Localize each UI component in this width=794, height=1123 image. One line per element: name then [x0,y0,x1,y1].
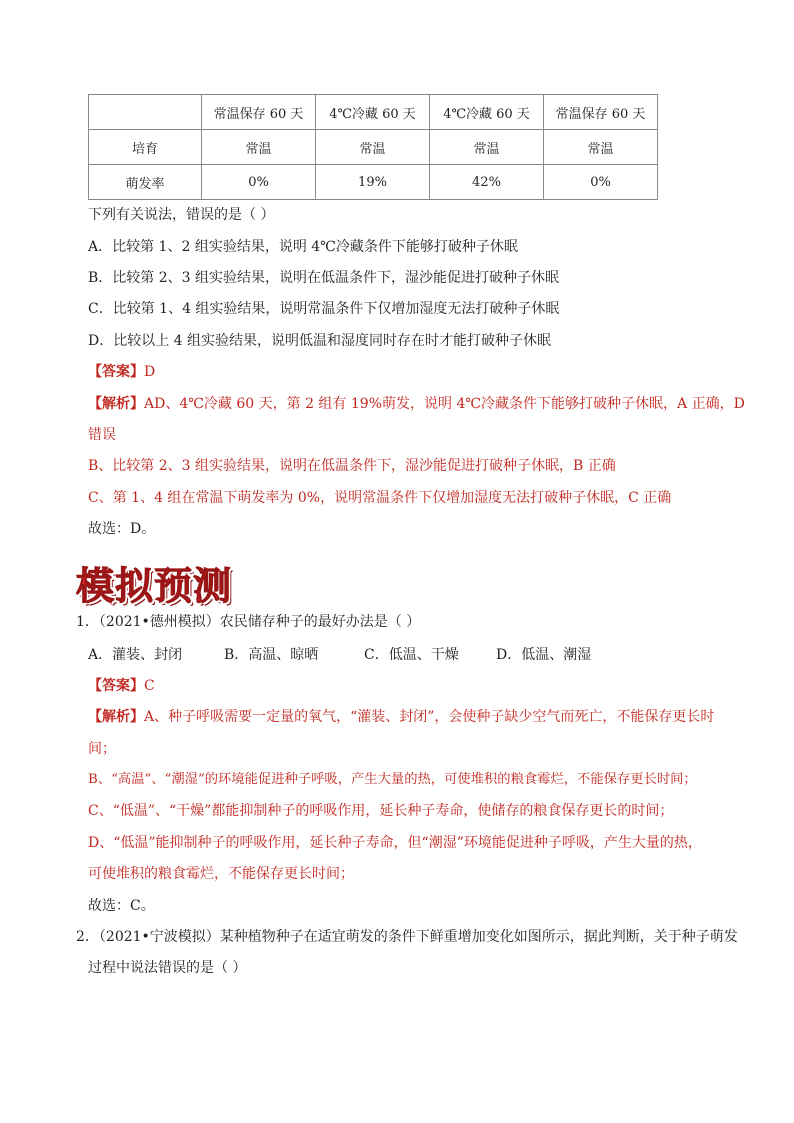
answer-line [88,676,155,696]
answer-tag: 【答案】 [88,678,144,694]
question-stem: 1．（2021•德州模拟）农民储存种子的最好办法是（ ） [76,614,421,630]
conclusion: 故选：D。 [88,521,156,537]
table-row [89,130,658,165]
question-stem: 下列有关说法，错误的是（ ） [88,207,275,223]
analysis-tag: 【解析】 [88,396,144,412]
analysis-line [88,394,745,414]
table-header-cell: 4℃冷藏 60 天 [430,95,544,130]
table-header-cell: 4℃冷藏 60 天 [316,95,430,130]
option-d: D．比较以上 4 组实验结果，说明低温和湿度同时存在时才能打破种子休眠 [88,333,552,349]
option-d: D．低温、潮湿 [496,647,592,663]
analysis-line: C、“低温”、“干燥”都能抑制种子的呼吸作用，延长种子寿命，使储存的粮食保存更长的时间； [88,803,674,819]
option-c: C．比较第 1、4 组实验结果，说明常温条件下仅增加湿度无法打破种子休眠 [88,301,560,317]
analysis-tag: 【解析】 [88,709,144,725]
table-header-cell: 常温保存 60 天 [202,95,316,130]
answer-value: D [144,364,156,380]
table-cell: 19% [316,165,430,200]
experiment-table [88,94,658,200]
table-header-cell: 常温保存 60 天 [544,95,658,130]
option-b: B．比较第 2、3 组实验结果，说明在低温条件下，湿沙能促进打破种子休眠 [88,270,560,286]
analysis-line: B、“高温”、“潮湿”的环境能促进种子呼吸，产生大量的热，可使堆积的粮食霉烂，不能保存更长时间； [88,772,697,787]
table-cell: 常温 [202,130,316,165]
table-cell: 常温 [430,130,544,165]
question-stem-continued: 过程中说法错误的是（ ） [88,960,247,976]
table-header-cell [89,95,202,130]
table-cell: 常温 [316,130,430,165]
table-cell: 常温 [544,130,658,165]
answer-value: C [144,678,155,694]
analysis-line: B、比较第 2、3 组实验结果，说明在低温条件下，湿沙能促进打破种子休眠，B 正确 [88,458,616,474]
conclusion: 故选：C。 [88,898,155,914]
analysis-text: AD、4℃冷藏 60 天，第 2 组有 19%萌发，说明 4℃冷藏条件下能够打破种子休眠，A 正确，D [144,396,745,412]
analysis-line: 可使堆积的粮食霉烂，不能保存更长时间； [88,866,354,882]
table-cell: 42% [430,165,544,200]
table-header-row [89,95,658,130]
question-stem: 2．（2021•宁波模拟）某种植物种子在适宜萌发的条件下鲜重增加变化如图所示，据此判断，关于种子萌发 [76,929,738,945]
analysis-line: 间； [88,741,116,757]
table-cell: 0% [544,165,658,200]
analysis-line: D、“低温”能抑制种子的呼吸作用，延长种子寿命，但“潮湿”环境能促进种子呼吸，产生大量的热， [88,835,702,851]
analysis-text: A、种子呼吸需要一定量的氧气，“灌装、封闭”，会使种子缺少空气而死亡，不能保存更长时 [144,709,715,725]
analysis-line: 错误 [88,427,116,443]
option-a: A．比较第 1、2 组实验结果，说明 4℃冷藏条件下能够打破种子休眠 [88,239,518,255]
analysis-line: C、第 1、4 组在常温下萌发率为 0%，说明常温条件下仅增加湿度无法打破种子休眠，C 正确 [88,490,672,506]
table-row [89,165,658,200]
table-cell: 0% [202,165,316,200]
table-cell: 萌发率 [89,165,202,200]
answer-line [88,362,155,382]
option-b: B．高温、晾晒 [224,647,319,663]
analysis-line [88,707,714,727]
option-a: A．灌装、封闭 [88,647,183,663]
answer-tag: 【答案】 [88,364,144,380]
section-banner: 模拟预测 [76,564,233,608]
option-c: C．低温、干燥 [364,647,459,663]
table-cell: 培育 [89,130,202,165]
